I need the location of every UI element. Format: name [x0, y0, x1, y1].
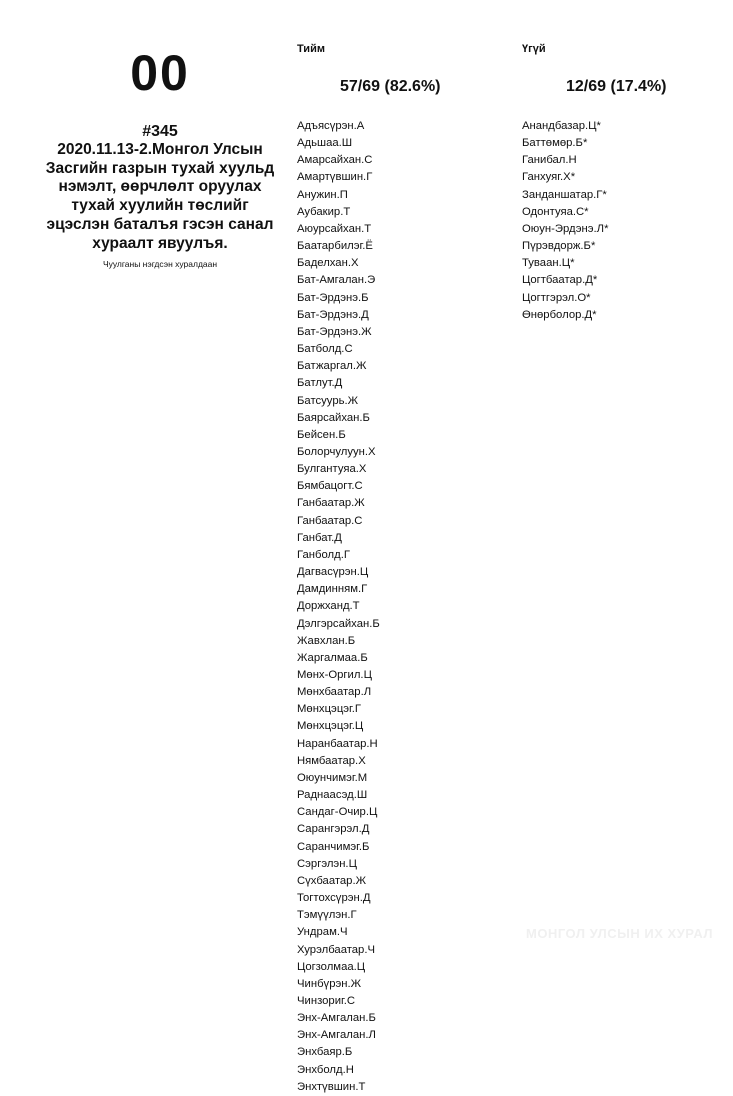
yes-member: Амарсайхан.С	[297, 154, 373, 167]
yes-member: Ганбаатар.Ж	[297, 497, 365, 510]
yes-member: Сүхбаатар.Ж	[297, 874, 367, 887]
yes-member: Батболд.С	[297, 343, 353, 356]
no-member: Оюун-Эрдэнэ.Л*	[522, 222, 609, 235]
yes-member: Бейсен.Б	[297, 428, 346, 441]
no-member: Баттөмөр.Б*	[522, 137, 588, 150]
no-member: Одонтуяа.С*	[522, 205, 589, 218]
yes-member: Бат-Эрдэнэ.Ж	[297, 325, 372, 338]
yes-member: Баделхан.Х	[297, 257, 359, 270]
yes-member: Батлут.Д	[297, 377, 343, 390]
yes-member: Сарангэрэл.Д	[297, 823, 370, 836]
yes-member: Батжаргал.Ж	[297, 360, 367, 373]
yes-member: Бямбацогт.С	[297, 480, 363, 493]
yes-member: Чинбүрэн.Ж	[297, 977, 362, 990]
no-member: Туваан.Ц*	[522, 257, 575, 270]
watermark: МОНГОЛ УЛСЫН ИХ ХУРАЛ	[526, 926, 713, 941]
yes-member: Амартүвшин.Г	[297, 171, 373, 184]
no-member: Цогтбаатар.Д*	[522, 274, 598, 287]
yes-member: Мөнхцэцэг.Ц	[297, 720, 364, 733]
no-member: Ганхуяг.Х*	[522, 171, 576, 184]
yes-member: Ганбат.Д	[297, 531, 342, 544]
yes-member: Ганболд.Г	[297, 548, 350, 561]
yes-member: Баярсайхан.Б	[297, 411, 370, 424]
session-name: Чуулганы нэгдсэн хуралдаан	[102, 259, 218, 270]
motion-info	[42, 40, 278, 269]
no-members-list	[522, 118, 609, 324]
yes-member: Дагвасүрэн.Ц	[297, 566, 369, 579]
yes-member: Дэлгэрсайхан.Б	[297, 617, 380, 630]
yes-member: Мөнхбаатар.Л	[297, 686, 372, 699]
yes-member: Энх-Амгалан.Б	[297, 1012, 376, 1025]
yes-member: Энхбаяр.Б	[297, 1046, 353, 1059]
yes-member: Доржханд.Т	[297, 600, 360, 613]
no-tally: 12/69 (17.4%)	[566, 78, 667, 95]
yes-member: Булгантуяа.Х	[297, 463, 367, 476]
no-member: Цогтгэрэл.О*	[522, 291, 591, 304]
yes-member: Цогзолмаа.Ц	[297, 960, 366, 973]
yes-member: Болорчулуун.Х	[297, 445, 376, 458]
yes-member: Оюунчимэг.М	[297, 771, 368, 784]
yes-member: Мөнхцэцэг.Г	[297, 703, 362, 716]
yes-member: Наранбаатар.Н	[297, 737, 378, 750]
no-member: Өнөрболор.Д*	[522, 308, 597, 321]
yes-member: Ундрам.Ч	[297, 926, 348, 939]
yes-member: Саранчимэг.Б	[297, 840, 370, 853]
yes-member: Нямбаатар.Х	[297, 754, 366, 767]
no-member: Пүрэвдорж.Б*	[522, 240, 596, 253]
yes-member: Адъясүрэн.А	[297, 120, 365, 132]
no-column-label: Үгүй	[522, 43, 546, 55]
yes-member: Ганбаатар.С	[297, 514, 363, 527]
yes-member: Энхтүвшин.Т	[297, 1080, 366, 1093]
yes-member: Баатарбилэг.Ё	[297, 240, 373, 253]
yes-member: Хурэлбаатар.Ч	[297, 943, 376, 956]
yes-member: Бат-Амгалан.Э	[297, 274, 376, 287]
yes-column-label: Тийм	[297, 43, 325, 55]
yes-member: Чинзориг.С	[297, 994, 356, 1007]
yes-member: Тогтохсүрэн.Д	[297, 892, 371, 905]
yes-member: Батсуурь.Ж	[297, 394, 359, 407]
yes-member: Сэргэлэн.Ц	[297, 857, 357, 870]
yes-member: Дамдинням.Г	[297, 583, 368, 596]
motion-title: 2020.11.13-2.Монгол Улсын Засгийн газрын тухай хуульд нэмэлт, өөрчлөлт оруулах тухай хуулийн төслийг эцэслэн баталъя гэсэн санал хураалт явуулъя.	[45, 141, 275, 252]
yes-member: Аюурсайхан.Т	[297, 222, 372, 235]
yes-member: Адьшаа.Ш	[297, 137, 353, 150]
yes-members-list	[297, 118, 380, 1096]
yes-tally: 57/69 (82.6%)	[340, 78, 441, 95]
yes-member: Жавхлан.Б	[297, 634, 356, 647]
yes-member: Тэмүүлэн.Г	[297, 909, 357, 922]
no-member: Ганибал.Н	[522, 154, 577, 167]
result-number: 00	[130, 45, 190, 101]
yes-member: Бат-Эрдэнэ.Д	[297, 308, 369, 321]
yes-member: Сандаг-Очир.Ц	[297, 806, 378, 819]
yes-member: Бат-Эрдэнэ.Б	[297, 291, 369, 304]
yes-member: Раднаасэд.Ш	[297, 789, 368, 802]
yes-member: Жаргалмаа.Б	[297, 651, 368, 664]
yes-member: Мөнх-Оргил.Ц	[297, 669, 372, 681]
no-member: Занданшатар.Г*	[522, 188, 607, 201]
yes-member: Аубакир.Т	[297, 205, 351, 218]
yes-member: Энхболд.Н	[297, 1063, 354, 1076]
yes-member: Анужин.П	[297, 188, 348, 201]
yes-member: Энх-Амгалан.Л	[297, 1029, 376, 1042]
no-member: Анандбазар.Ц*	[522, 120, 601, 132]
motion-id: #345	[142, 123, 178, 140]
